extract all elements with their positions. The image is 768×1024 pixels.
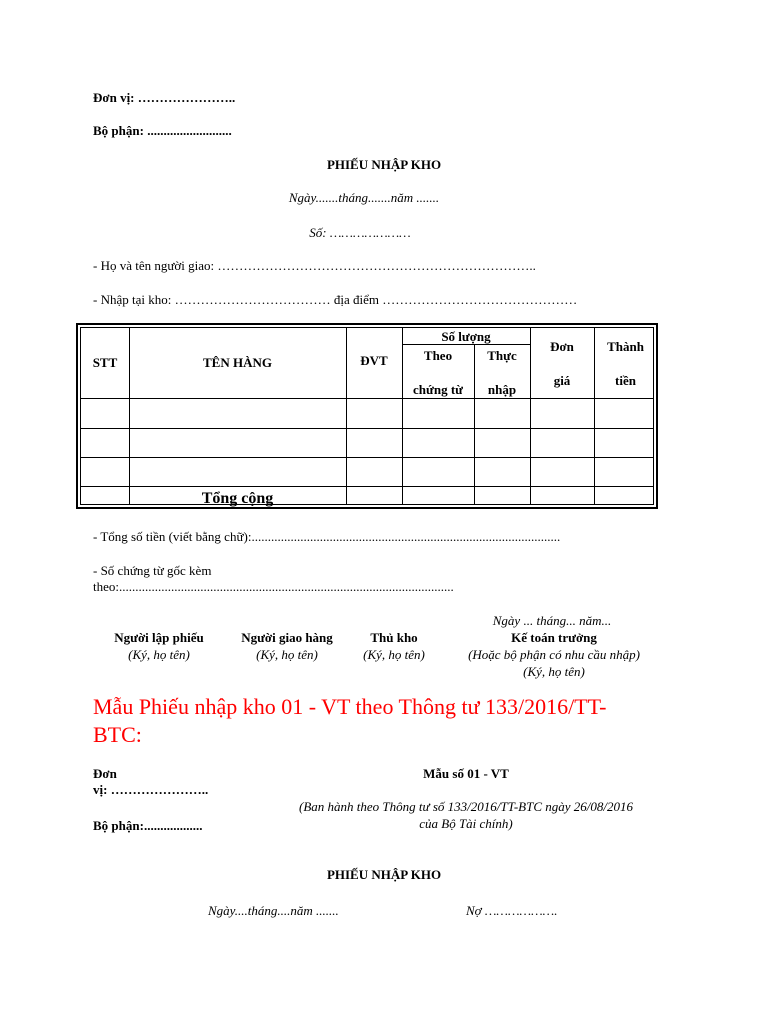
signature-ke-toan-truong — [438, 629, 670, 680]
col-thanh-tien-2: tiền — [615, 373, 636, 388]
form2-date: Ngày....tháng....năm ....... — [208, 903, 339, 918]
signature-sub-2: (Ký, họ tên) — [523, 664, 585, 679]
form2-don-vi-1: Đơn — [93, 766, 117, 781]
nguoi-giao-line: - Họ và tên người giao: ……………………………………………………………….. — [93, 258, 536, 273]
form2-bo-phan: Bộ phận:.................. — [93, 818, 203, 833]
col-don-gia-1: Đơn — [550, 339, 574, 354]
signature-sub: (Ký, họ tên) — [256, 647, 318, 662]
bo-phan-line: Bộ phận: .......................... — [93, 123, 232, 138]
table-row-divider — [81, 428, 653, 429]
col-so-luong: Số lượng — [441, 329, 491, 344]
signature-nguoi-giao-hang — [226, 629, 348, 663]
form2-ban-hanh-2: của Bộ Tài chính) — [419, 816, 513, 831]
form2-don-vi-2: vị: ………………….. — [93, 782, 209, 797]
page-title: PHIẾU NHẬP KHO — [326, 157, 442, 172]
signature-sub: (Ký, họ tên) — [128, 647, 190, 662]
form2-ban-hanh-1: (Ban hành theo Thông tư số 133/2016/TT-BTC ngày 26/08/2016 — [298, 799, 634, 814]
col-thanh-tien-1: Thành — [607, 339, 644, 354]
signature-thu-kho — [350, 629, 438, 663]
table-divider — [474, 344, 475, 504]
form2-no: Nợ ………………. — [466, 903, 558, 918]
col-dvt: ĐVT — [360, 353, 388, 368]
sign-date: Ngày ... tháng... năm... — [492, 613, 612, 628]
table-row-divider — [81, 398, 653, 399]
signature-title: Người lập phiếu — [114, 630, 204, 645]
col-stt: STT — [92, 355, 118, 370]
col-don-gia-2: giá — [553, 373, 571, 388]
col-ten-hang: TÊN HÀNG — [203, 355, 272, 370]
signature-title: Kế toán trưởng — [511, 630, 597, 645]
section-heading-line-2: BTC: — [93, 722, 142, 747]
table-row-divider — [81, 486, 653, 487]
signature-nguoi-lap-phieu — [98, 629, 220, 663]
chung-tu-line-1: - Số chứng từ gốc kèm — [93, 563, 212, 578]
signature-title: Người giao hàng — [241, 630, 333, 645]
col-thuc-nhap-2: nhập — [487, 382, 517, 397]
date-line: Ngày.......tháng.......năm ....... — [288, 190, 440, 205]
tong-so-tien-line: - Tổng số tiền (viết bằng chữ):............................................................................................... — [93, 529, 561, 544]
section-heading-line-1: Mẫu Phiếu nhập kho 01 - VT theo Thông tư 133/2016/TT- — [93, 694, 607, 719]
nhap-tai-kho-line: - Nhập tại kho: ……………………………… địa điểm ……………………………………… — [93, 292, 578, 307]
form2-title: PHIẾU NHẬP KHO — [326, 867, 442, 882]
tong-cong-label: Tổng cộng — [201, 490, 274, 507]
goods-table — [76, 323, 658, 509]
so-line: Số: ………………… — [309, 225, 411, 240]
signature-sub: (Hoặc bộ phận có nhu cầu nhập) — [468, 647, 640, 662]
table-row-divider — [81, 457, 653, 458]
chung-tu-line-2: theo:....................................................................................................... — [93, 579, 454, 594]
col-theo-chung-tu-2: chứng từ — [413, 382, 463, 397]
col-theo-chung-tu-1: Theo — [423, 348, 453, 363]
goods-table-inner — [80, 327, 654, 505]
don-vi-line: Đơn vị: ………………….. — [93, 90, 236, 105]
form2-mau-so: Mẫu số 01 - VT — [423, 766, 509, 781]
signature-sub: (Ký, họ tên) — [363, 647, 425, 662]
col-thuc-nhap-1: Thực — [487, 348, 517, 363]
signature-title: Thủ kho — [370, 630, 418, 645]
